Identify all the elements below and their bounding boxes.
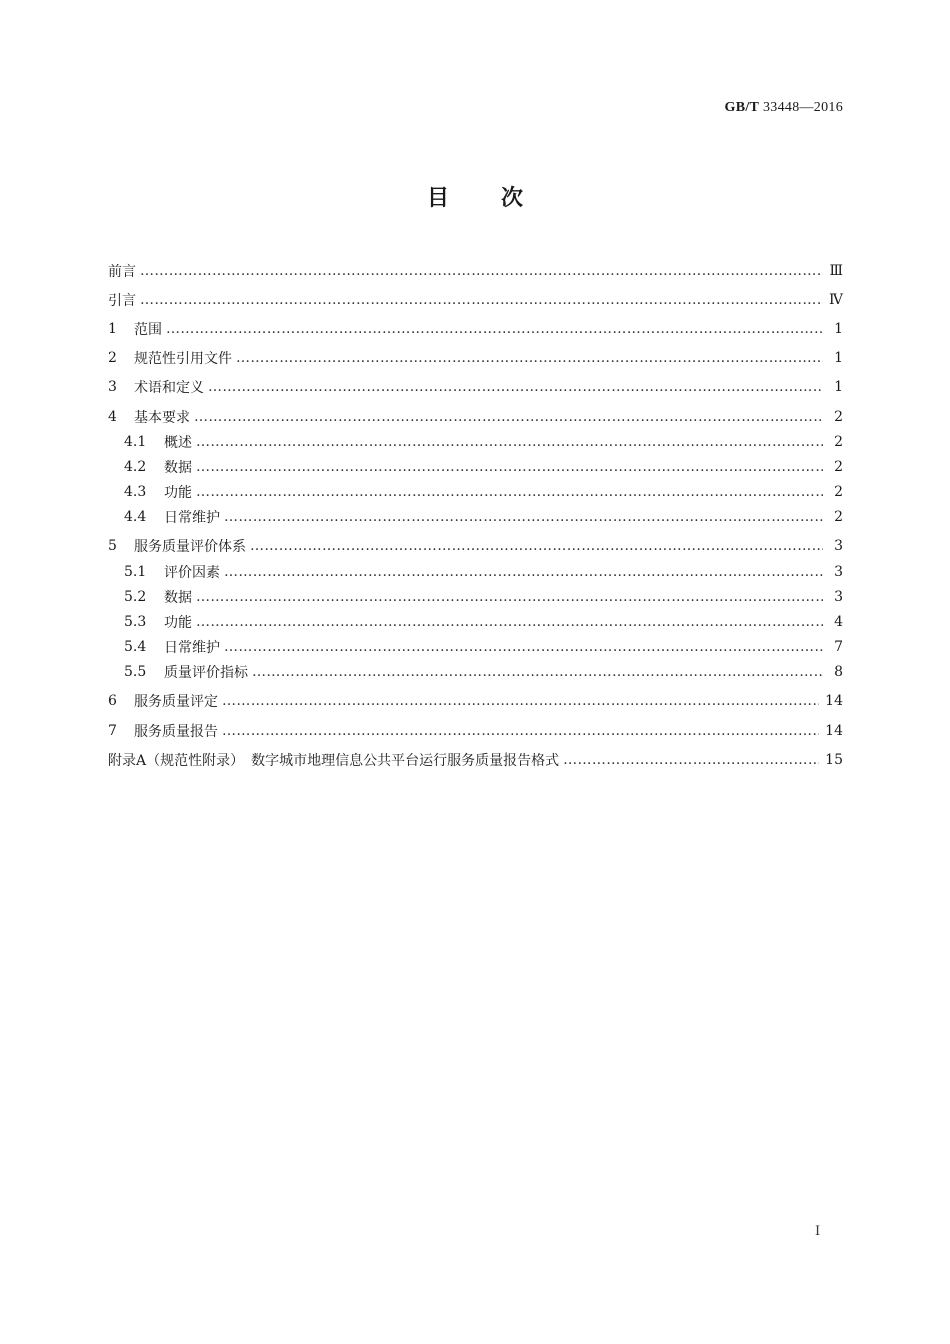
toc-entry-page: 2: [834, 484, 843, 500]
dot-leader: [194, 407, 823, 427]
toc-entry-foreword[interactable]: [108, 261, 843, 281]
toc-entry-5-3[interactable]: [124, 612, 843, 632]
toc-entry-6[interactable]: [108, 691, 843, 711]
toc-entry-7[interactable]: [108, 721, 843, 741]
toc-entry-label: 术语和定义: [134, 380, 204, 396]
toc-entry-page: 2: [834, 459, 843, 475]
toc-entry-number: 2: [108, 350, 117, 366]
title-char-1: 目: [426, 186, 449, 211]
toc-entry-2[interactable]: [108, 348, 843, 368]
toc-entry-4-1[interactable]: [124, 432, 843, 452]
dot-leader: [222, 691, 819, 711]
toc-entry-number: 1: [108, 321, 117, 337]
dot-leader: [208, 377, 823, 397]
toc-entry-label: 质量评价指标: [164, 665, 248, 681]
toc-entry-page: 7: [834, 639, 843, 655]
toc-entry-page: 4: [834, 614, 843, 630]
toc-entry-5-5[interactable]: [124, 662, 843, 682]
dot-leader: [224, 507, 823, 527]
toc-entry-page: 14: [825, 693, 843, 709]
toc-entry-label: 概述: [164, 435, 192, 451]
toc-entry-3[interactable]: [108, 377, 843, 397]
toc-entry-page: 3: [834, 564, 843, 580]
dot-leader: [250, 536, 823, 556]
toc-entry-page: Ⅳ: [829, 292, 843, 308]
toc-entry-number: 5.5: [124, 664, 147, 680]
toc-entry-number: 5.1: [124, 564, 147, 580]
toc-entry-label: 日常维护: [164, 640, 220, 656]
dot-leader: [140, 261, 823, 281]
toc-entry-5-2[interactable]: [124, 587, 843, 607]
dot-leader: [140, 290, 823, 310]
toc-entry-label: 服务质量评定: [134, 694, 218, 710]
toc-entry-page: 2: [834, 509, 843, 525]
toc-entry-page: 2: [834, 434, 843, 450]
dot-leader: [196, 612, 823, 632]
page-number: Ⅰ: [815, 1224, 821, 1239]
dot-leader: [196, 587, 823, 607]
page-title: [0, 181, 950, 212]
toc-entry-label: 引言: [108, 293, 136, 309]
toc-entry-1[interactable]: [108, 319, 843, 339]
toc-entry-number: 4: [108, 409, 117, 425]
standard-code: [725, 100, 843, 116]
toc-entry-page: 15: [825, 752, 843, 768]
dot-leader: [166, 319, 823, 339]
toc-entry-number: 3: [108, 379, 117, 395]
toc-entry-page: 1: [834, 350, 843, 366]
dot-leader: [196, 482, 823, 502]
dot-leader: [236, 348, 823, 368]
toc-entry-label: 前言: [108, 264, 136, 280]
dot-leader: [252, 662, 823, 682]
toc-entry-page: 1: [834, 321, 843, 337]
toc-entry-page: 1: [834, 379, 843, 395]
toc-entry-number: 5.3: [124, 614, 147, 630]
dot-leader: [563, 750, 819, 770]
toc-entry-page: 14: [825, 723, 843, 739]
toc-entry-label: 服务质量评价体系: [134, 539, 246, 555]
toc-entry-number: 4.4: [124, 509, 147, 525]
toc-entry-number: 4.2: [124, 459, 147, 475]
toc-entry-page: 3: [834, 538, 843, 554]
dot-leader: [222, 721, 819, 741]
toc-entry-label: 数据: [164, 460, 192, 476]
toc-entry-label: 功能: [164, 485, 192, 501]
toc-entry-5[interactable]: [108, 536, 843, 556]
toc-entry-label: 规范性引用文件: [134, 351, 232, 367]
toc-entry-label: 基本要求: [134, 410, 190, 426]
toc-entry-label: 评价因素: [164, 565, 220, 581]
toc-entry-number: 5: [108, 538, 117, 554]
toc-entry-number: 6: [108, 693, 117, 709]
dot-leader: [196, 432, 823, 452]
toc-entry-page: 2: [834, 409, 843, 425]
toc-entry-label: 功能: [164, 615, 192, 631]
toc-entry-page: 3: [834, 589, 843, 605]
standard-number: 33448—2016: [763, 100, 843, 115]
toc-entry-introduction[interactable]: [108, 290, 843, 310]
toc-entry-4[interactable]: [108, 407, 843, 427]
toc-entry-4-2[interactable]: [124, 457, 843, 477]
dot-leader: [224, 637, 823, 657]
title-char-2: 次: [501, 186, 524, 211]
toc-entry-5-4[interactable]: [124, 637, 843, 657]
toc-entry-number: 4.1: [124, 434, 147, 450]
toc-entry-label: 数据: [164, 590, 192, 606]
dot-leader: [196, 457, 823, 477]
toc-entry-number: 5.4: [124, 639, 147, 655]
toc-entry-label: 服务质量报告: [134, 724, 218, 740]
toc-entry-4-3[interactable]: [124, 482, 843, 502]
toc-entry-4-4[interactable]: [124, 507, 843, 527]
toc-entry-label: 附录A（规范性附录） 数字城市地理信息公共平台运行服务质量报告格式: [108, 753, 560, 769]
toc-entry-appendix-a[interactable]: [108, 750, 843, 770]
toc-entry-page: 8: [834, 664, 843, 680]
toc-entry-page: Ⅲ: [829, 263, 843, 279]
toc-entry-label: 日常维护: [164, 510, 220, 526]
standard-prefix: GB/T: [724, 100, 760, 115]
dot-leader: [224, 562, 823, 582]
toc-entry-label: 范围: [134, 322, 162, 338]
toc-entry-number: 4.3: [124, 484, 147, 500]
toc-entry-5-1[interactable]: [124, 562, 843, 582]
toc-entry-number: 7: [108, 723, 117, 739]
toc-entry-number: 5.2: [124, 589, 147, 605]
